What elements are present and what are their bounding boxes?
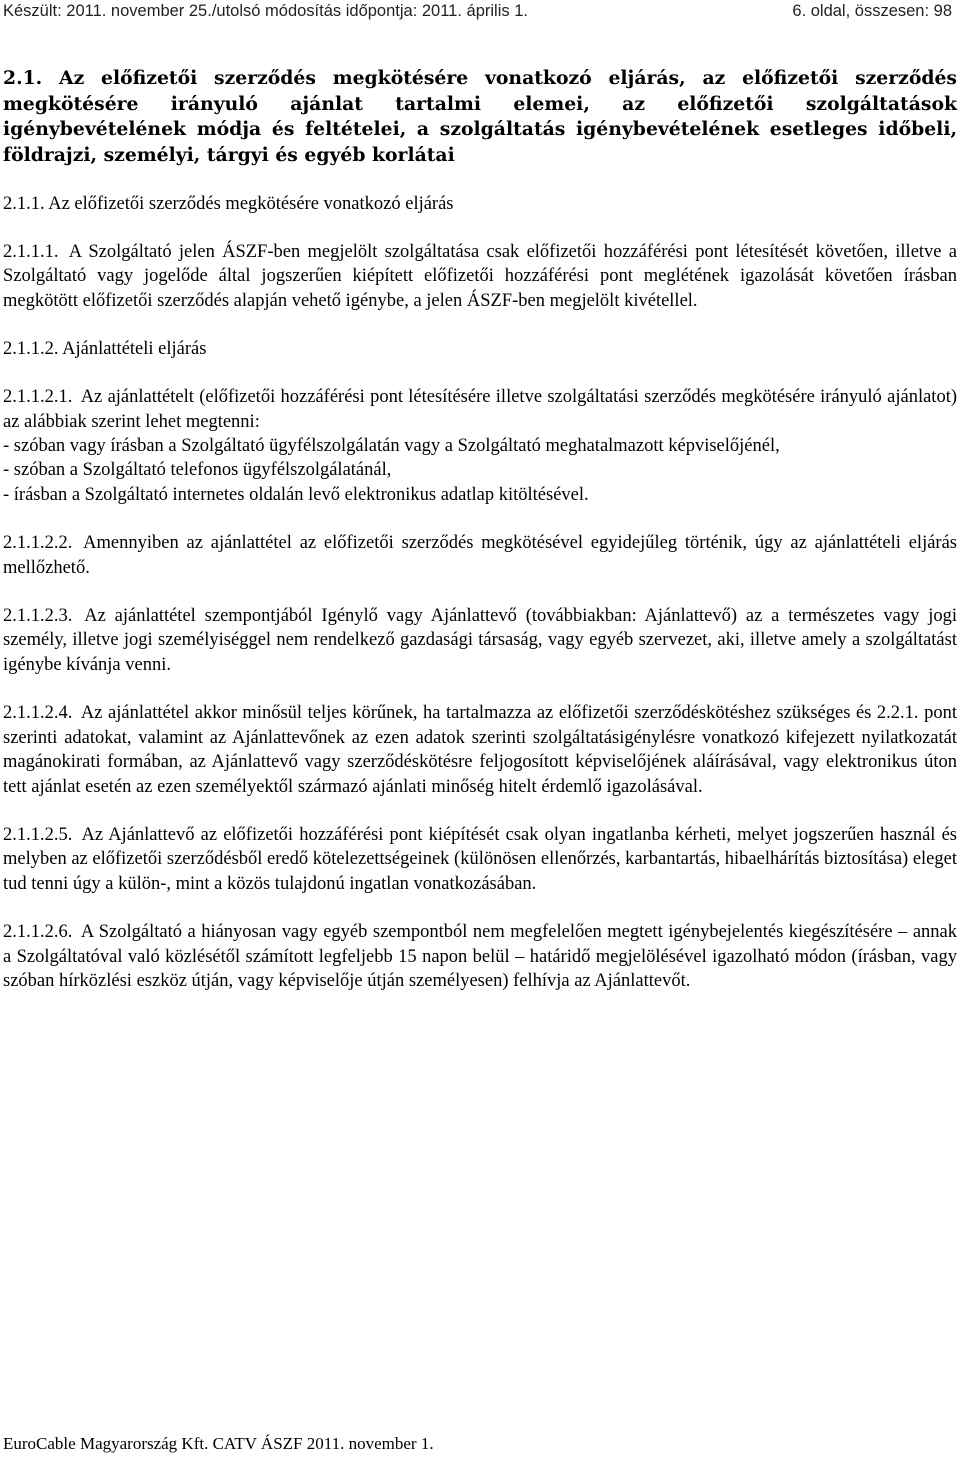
header-revision-info: Készült: 2011. november 25./utolsó módosítás időpontja: 2011. április 1. bbox=[3, 2, 528, 20]
paragraph-number: 2.1.1.2.3. bbox=[3, 606, 73, 627]
paragraph-text: Az ajánlattétel akkor minősül teljes körűnek, ha tartalmazza az előfizetői szerződéskötéshez szükséges és 2.2.1. pont szerinti adatokat, valamint az Ajánlattevőnek az ezen adatok szerinti szolgáltatásigénylésre vonatkozó kifejezett nyilatkozatát magánokirati formában, az Ajánlattevő vagy szerződéskötésre feljogosított képviselőjének aláírásával, vagy elektronikus úton tett ajánlat esetén az ezen személyektől származó ajánlati minőség hitelt érdemlő igazolásával. bbox=[3, 703, 957, 797]
section-heading: 2.1. Az előfizetői szerződés megkötésére vonatkozó eljárás, az előfizetői szerződés megkötésére irányuló ajánlat tartalmi elemei, az előfizetői szolgáltatások igénybevételének módja és feltételei, a szolgáltatás igénybevételének esetleges időbeli, földrajzi, személyi, tárgyi és egyéb korlátai bbox=[3, 67, 957, 166]
subsubsection-heading: 2.1.1.2. Ajánlattételi eljárás bbox=[3, 339, 207, 360]
paragraph-2-1-1-2-4 bbox=[3, 701, 957, 799]
header-page-number: 6. oldal, összesen: 98 bbox=[792, 2, 952, 20]
paragraph-text: Amennyiben az ajánlattétel az előfizetői szerződés megkötésével egyidejűleg történik, úgy az ajánlattételi eljárás mellőzhető. bbox=[3, 533, 957, 578]
subsection-heading: 2.1.1. Az előfizetői szerződés megkötésére vonatkozó eljárás bbox=[3, 194, 454, 214]
paragraph-number: 2.1.1.2.2. bbox=[3, 533, 73, 554]
paragraph-number: 2.1.1.2.4. bbox=[3, 703, 73, 724]
paragraph-intro bbox=[3, 385, 957, 434]
paragraph-number: 2.1.1.2.6. bbox=[3, 922, 73, 943]
submission-methods-list bbox=[3, 434, 957, 507]
paragraph-2-1-1-2-2 bbox=[3, 531, 957, 580]
list-item: - írásban a Szolgáltató internetes oldalán levő elektronikus adatlap kitöltésével. bbox=[3, 484, 589, 505]
page-footer: EuroCable Magyarország Kft. CATV ÁSZF 2011. november 1. bbox=[3, 1434, 434, 1453]
page-header bbox=[0, 0, 960, 36]
paragraph-2-1-1-2-5 bbox=[3, 823, 957, 896]
paragraph-text: A Szolgáltató a hiányosan vagy egyéb szempontból nem megfelelően megtett igénybejelentés kiegészítésére – annak a Szolgáltatóval való közlésétől számított legfeljebb 15 napon belül – határidő megjelölésével igazolható módon (írásban, vagy szóban hírközlési eszköz útján, vagy képviselője útján személyesen) felhívja az Ajánlattevőt. bbox=[3, 922, 957, 991]
paragraph-text: A Szolgáltató jelen ÁSZF-ben megjelölt szolgáltatása csak előfizetői hozzáférési pont létesítését követően, illetve a Szolgáltató vagy jogelőde által jogszerűen kiépített előfizetői hozzáférési pont meglétének igazolását követően írásban megkötött előfizetői szerződés alapján vehető igénybe, a jelen ÁSZF-ben megjelölt kivétellel. bbox=[3, 242, 957, 311]
paragraph-2-1-1-2-1 bbox=[3, 385, 957, 507]
paragraph-number: 2.1.1.2.1. bbox=[3, 387, 73, 408]
paragraph-2-1-1-2-3 bbox=[3, 604, 957, 677]
paragraph-text: Az ajánlattétel szempontjából Igénylő vagy Ajánlattevő (továbbiakban: Ajánlattevő) az a természetes vagy jogi személy, illetve jogi személyiséggel nem rendelkező gazdasági társaság, vagy egyéb szervezet, aki, illetve amely a szolgáltatást igénybe kívánja venni. bbox=[3, 606, 957, 675]
list-item: - szóban a Szolgáltató telefonos ügyfélszolgálatánál, bbox=[3, 460, 392, 481]
document-body bbox=[3, 66, 957, 993]
paragraph-number: 2.1.1.1. bbox=[3, 242, 59, 262]
list-item: - szóban vagy írásban a Szolgáltató ügyfélszolgálatán vagy a Szolgáltató meghatalmazott képviselőjénél, bbox=[3, 436, 780, 457]
paragraph-text: Az ajánlattételt (előfizetői hozzáférési pont létesítésére illetve szolgáltatási szerződés megkötésére irányuló ajánlatot) az alábbiak szerint lehet megtenni: bbox=[3, 387, 957, 432]
paragraph-2-1-1-1 bbox=[3, 240, 957, 313]
paragraph-number: 2.1.1.2.5. bbox=[3, 824, 73, 845]
paragraph-2-1-1-2-6 bbox=[3, 920, 957, 993]
paragraph-text: Az Ajánlattevő az előfizetői hozzáférési pont kiépítését csak olyan ingatlanba kérheti, melyet jogszerűen használ és melyben az előfizetői szerződésből eredő kötelezettségeinek (különösen ellenőrzés, karbantartás, hibaelhárítás biztosítása) eleget tud tenni úgy a külön-, mint a közös tulajdonú ingatlan vonatkozásában. bbox=[3, 824, 957, 894]
